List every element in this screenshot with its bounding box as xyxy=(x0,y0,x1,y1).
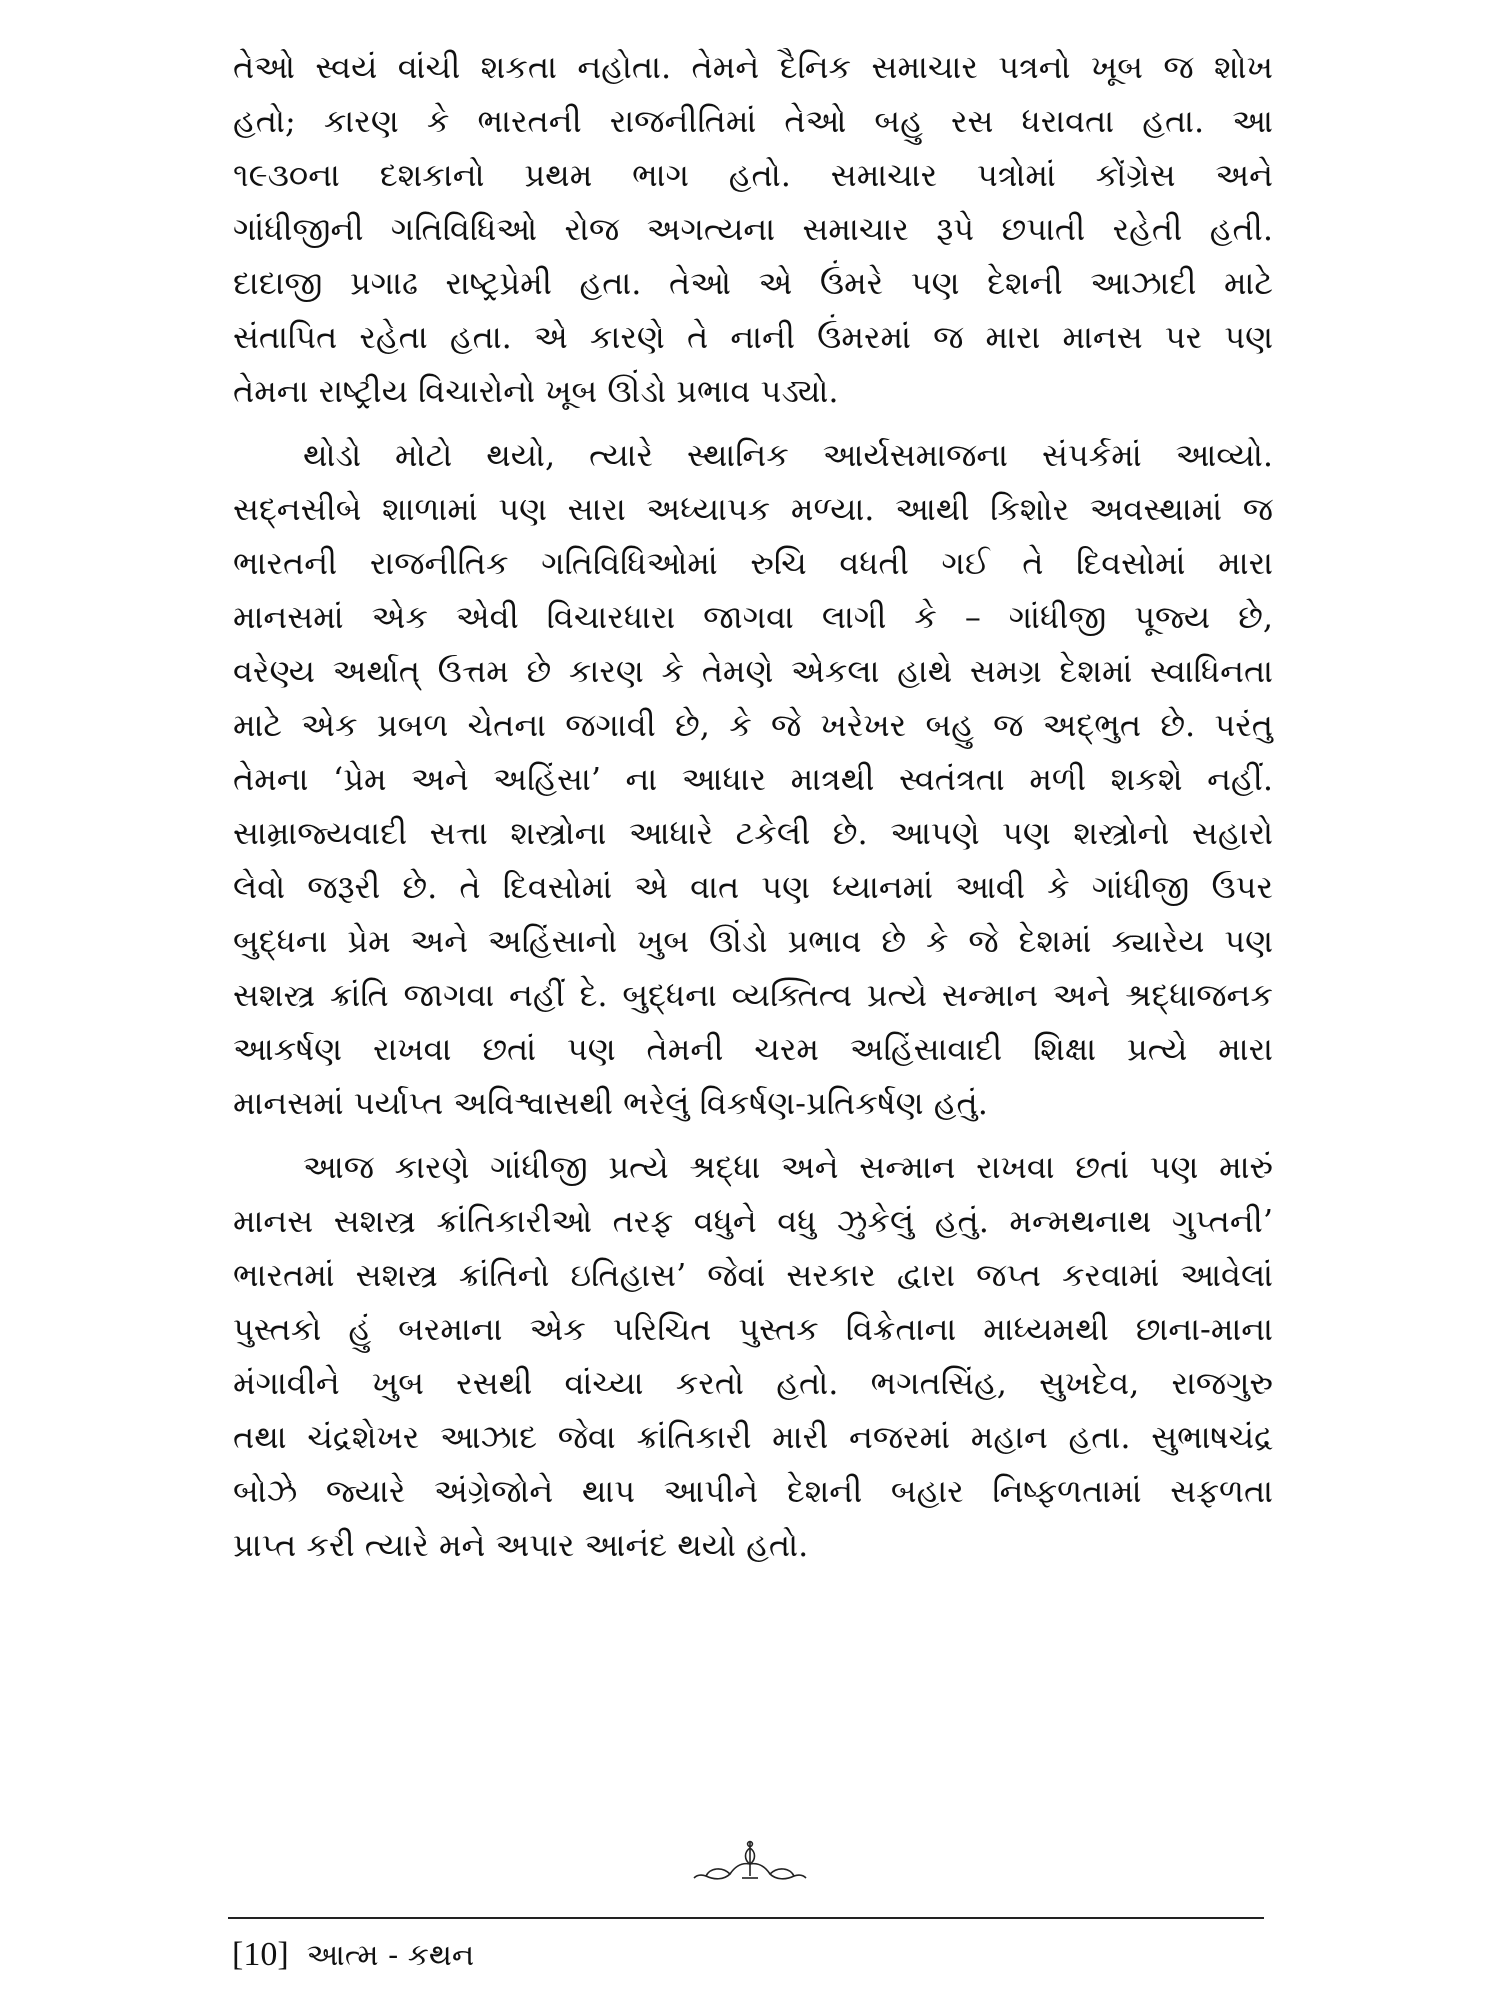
text-line: સામ્રાજ્યવાદી સત્તા શસ્ત્રોના આધારે ટકેલી છે. આપણે પણ શસ્ત્રોનો સહારો xyxy=(233,814,1273,852)
text-line: લેવો જરૂરી છે. તે દિવસોમાં એ વાત પણ ધ્યાનમાં આવી કે ગાંધીજી ઉપર xyxy=(233,868,1273,906)
text-line: માટે એક પ્રબળ ચેતના જગાવી છે, કે જે ખરેખર બહુ જ અદ્ભુત છે. પરંતુ xyxy=(233,706,1273,744)
text-line: સંતાપિત રહેતા હતા. એ કારણે તે નાની ઉંમરમાં જ મારા માનસ પર પણ xyxy=(233,318,1273,356)
text-line: બુદ્ધના પ્રેમ અને અહિંસાનો ખુબ ઊંડો પ્રભાવ છે કે જે દેશમાં ક્યારેય પણ xyxy=(233,922,1273,960)
footer-divider xyxy=(228,1917,1264,1919)
paragraph-3 xyxy=(233,1140,1273,1572)
page-footer xyxy=(232,1930,474,1980)
text-line: મંગાવીને ખુબ રસથી વાંચ્યા કરતો હતો. ભગતસિંહ, સુખદેવ, રાજગુરુ xyxy=(233,1364,1273,1402)
text-line: માનસમાં પર્યાપ્ત અવિશ્વાસથી ભરેલું વિકર્ષણ-પ્રતિકર્ષણ હતું. xyxy=(233,1084,988,1122)
paragraph-1 xyxy=(233,40,1273,418)
text-line: માનસમાં એક એવી વિચારધારા જાગવા લાગી કે – ગાંધીજી પૂજ્ય છે, xyxy=(233,598,1273,636)
paragraph-2 xyxy=(233,428,1273,1130)
text-line: ૧૯૩૦ના દશકાનો પ્રથમ ભાગ હતો. સમાચાર પત્રોમાં કોંગ્રેસ અને xyxy=(233,156,1273,194)
text-line: માનસ સશસ્ત્ર ક્રાંતિકારીઓ તરફ વધુને વધુ ઝુકેલું હતું. મન્મથનાથ ગુપ્તની’ xyxy=(233,1202,1273,1240)
text-line: આજ કારણે ગાંધીજી પ્રત્યે શ્રદ્ધા અને સન્માન રાખવા છતાં પણ મારું xyxy=(303,1148,1273,1186)
text-line: બોઝે જ્યારે અંગ્રેજોને થાપ આપીને દેશની બહાર નિષ્ફળતામાં સફળતા xyxy=(233,1472,1273,1510)
text-line: તેમના રાષ્ટ્રીય વિચારોનો ખૂબ ઊંડો પ્રભાવ પડ્યો. xyxy=(233,372,839,410)
text-line: પુસ્તકો હું બરમાના એક પરિચિત પુસ્તક વિક્રેતાના માધ્યમથી છાના-માના xyxy=(233,1310,1273,1348)
text-line: તથા ચંદ્રશેખર આઝાદ જેવા ક્રાંતિકારી મારી નજરમાં મહાન હતા. સુભાષચંદ્ર xyxy=(233,1418,1273,1456)
text-line: દાદાજી પ્રગાઢ રાષ્ટ્રપ્રેમી હતા. તેઓ એ ઉંમરે પણ દેશની આઝાદી માટે xyxy=(233,264,1273,302)
text-line: વરેણ્ય અર્થાત્ ઉત્તમ છે કારણ કે તેમણે એકલા હાથે સમગ્ર દેશમાં સ્વાધિનતા xyxy=(233,652,1273,690)
text-line: તેમના ‘પ્રેમ અને અહિંસા’ ના આધાર માત્રથી સ્વતંત્રતા મળી શકશે નહીં. xyxy=(233,760,1273,798)
text-line: સદ્નસીબે શાળામાં પણ સારા અધ્યાપક મળ્યા. આથી કિશોર અવસ્થામાં જ xyxy=(233,490,1273,528)
text-line: સશસ્ત્ર ક્રાંતિ જાગવા નહીં દે. બુદ્ધના વ્યક્તિત્વ પ્રત્યે સન્માન અને શ્રદ્ધાજનક xyxy=(233,976,1273,1014)
page-number: [10] xyxy=(232,1936,289,1973)
text-line: પ્રાપ્ત કરી ત્યારે મને અપાર આનંદ થયો હતો. xyxy=(233,1526,809,1564)
body-text xyxy=(233,40,1273,1582)
text-line: તેઓ સ્વયં વાંચી શકતા નહોતા. તેમને દૈનિક સમાચાર પત્રનો ખૂબ જ શોખ xyxy=(233,48,1273,86)
text-line: ભારતની રાજનીતિક ગતિવિધિઓમાં રુચિ વધતી ગઈ તે દિવસોમાં મારા xyxy=(233,544,1273,582)
running-title: આત્મ - કથન xyxy=(306,1938,475,1973)
text-line: ગાંધીજીની ગતિવિધિઓ રોજ અગત્યના સમાચાર રૂપે છપાતી રહેતી હતી. xyxy=(233,210,1273,248)
text-line: હતો; કારણ કે ભારતની રાજનીતિમાં તેઓ બહુ રસ ધરાવતા હતા. આ xyxy=(233,102,1273,140)
text-line: ભારતમાં સશસ્ત્ર ક્રાંતિનો ઇતિહાસ’ જેવાં સરકાર દ્વારા જપ્ત કરવામાં આવેલાં xyxy=(233,1256,1273,1294)
text-line: આકર્ષણ રાખવા છતાં પણ તેમની ચરમ અહિંસાવાદી શિક્ષા પ્રત્યે મારા xyxy=(233,1030,1273,1068)
text-line: થોડો મોટો થયો, ત્યારે સ્થાનિક આર્યસમાજના સંપર્કમાં આવ્યો. xyxy=(303,436,1273,474)
floral-ornament-icon xyxy=(690,1838,810,1884)
